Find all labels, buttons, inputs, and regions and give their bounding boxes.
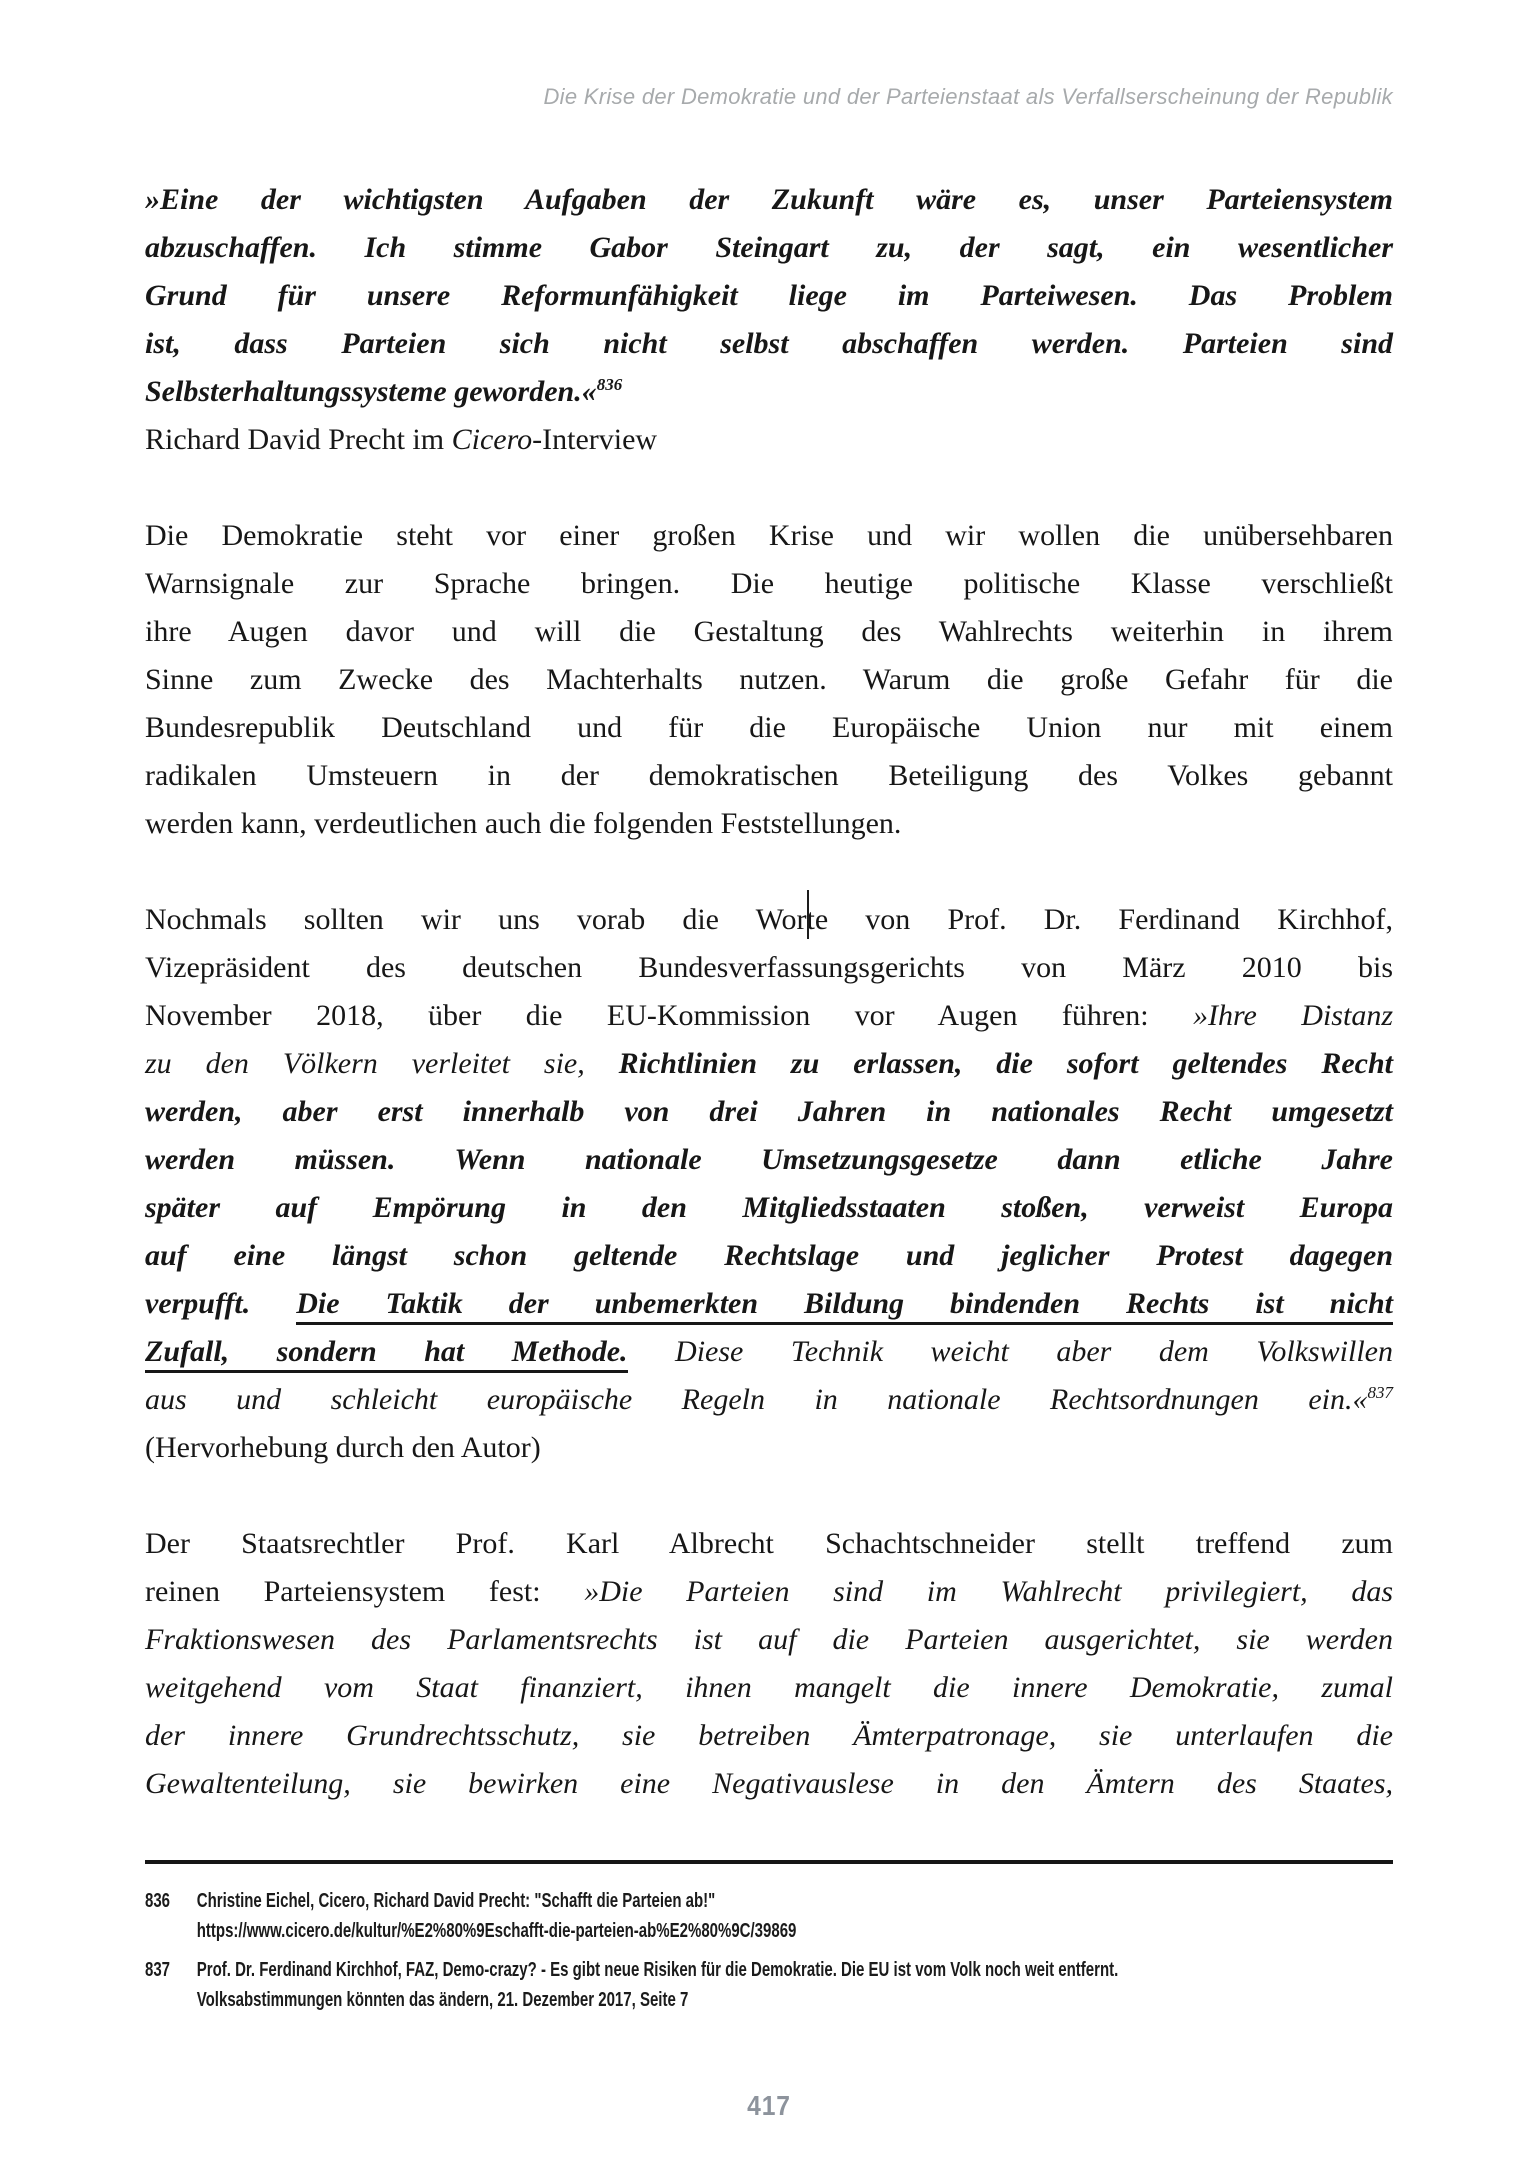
intro-paragraph bbox=[145, 512, 1393, 848]
footnote-text bbox=[197, 1886, 1393, 1946]
text-run: später auf Empörung in den Mitgliedsstaaten stoßen, verweist Europa bbox=[145, 1191, 1393, 1224]
text-line bbox=[145, 656, 1393, 704]
text-run: verpufft. bbox=[145, 1287, 297, 1320]
text-run: Cicero bbox=[451, 423, 533, 456]
footnote-number: 836 bbox=[145, 1890, 171, 1912]
text-run: ihre Augen davor und will die Gestaltung des Wahlrechts weiterhin in ihrem bbox=[145, 615, 1393, 648]
running-header-text: Die Krise der Demokratie und der Parteienstaat als Verfallserscheinung der Republik bbox=[543, 84, 1393, 109]
text-line bbox=[145, 1760, 1393, 1808]
text-line bbox=[145, 512, 1393, 560]
text-run: Sinne zum Zwecke des Machterhalts nutzen. Warum die große Gefahr für die bbox=[145, 663, 1393, 696]
footnote-divider bbox=[145, 1860, 1393, 1864]
text-run: Bundesrepublik Deutschland und für die Europäische Union nur mit einem bbox=[145, 711, 1393, 744]
page-number: 417 bbox=[747, 2090, 791, 2121]
text-line bbox=[145, 1424, 1393, 1472]
text-line bbox=[145, 176, 1393, 224]
text-line bbox=[145, 1040, 1393, 1088]
text-run: Die Taktik der unbemerkten Bildung bindenden Rechts ist nicht bbox=[296, 1287, 1393, 1325]
text-line bbox=[145, 704, 1393, 752]
text-run: Nochmals sollten wir uns vorab die Wor bbox=[145, 903, 807, 936]
text-run: aus und schleicht europäische Regeln in nationale Rechtsordnungen ein.« bbox=[145, 1383, 1368, 1416]
running-header bbox=[145, 84, 1393, 110]
schachtschneider-paragraph bbox=[145, 1520, 1393, 1808]
footnote-line: Prof. Dr. Ferdinand Kirchhof, FAZ, Demo-crazy? - Es gibt neue Risiken für die Demokratie. Die EU ist vom Volk noch weit entfernt. bbox=[196, 1959, 1119, 1981]
text-line bbox=[145, 1664, 1393, 1712]
text-run: »Die Parteien sind im Wahlrecht privilegiert, das bbox=[584, 1575, 1394, 1608]
text-run: Der Staatsrechtler Prof. Karl Albrecht Schachtschneider stellt treffend zum bbox=[145, 1527, 1393, 1560]
text-line bbox=[145, 1616, 1393, 1664]
text-run: werden müssen. Wenn nationale Umsetzungsgesetze dann etliche Jahre bbox=[145, 1143, 1393, 1176]
text-run: »Ihre Distanz bbox=[1192, 999, 1393, 1032]
text-run: te von Prof. Dr. Ferdinand Kirchhof, bbox=[806, 903, 1393, 936]
text-line bbox=[145, 272, 1393, 320]
footnote-line: https://www.cicero.de/kultur/%E2%80%9Eschafft-die-parteien-ab%E2%80%9C/39869 bbox=[196, 1920, 797, 1942]
text-run: werden kann, verdeutlichen auch die folgenden Feststellungen. bbox=[145, 807, 902, 840]
footnote bbox=[145, 1886, 1393, 1946]
footnote bbox=[145, 1955, 1393, 2015]
text-line bbox=[145, 368, 1393, 416]
text-run: Richtlinien zu erlassen, die sofort geltendes Recht bbox=[618, 1047, 1393, 1080]
text-run: ist, dass Parteien sich nicht selbst abschaffen werden. Parteien sind bbox=[145, 327, 1393, 360]
text-run: (Hervorhebung durch den Autor) bbox=[145, 1431, 541, 1464]
text-run: Fraktionswesen des Parlamentsrechts ist auf die Parteien ausgerichtet, sie werden bbox=[145, 1623, 1393, 1656]
text-run: Vizepräsident des deutschen Bundesverfassungsgerichts von März 2010 bis bbox=[145, 951, 1393, 984]
text-run: Warnsignale zur Sprache bringen. Die heutige politische Klasse verschließt bbox=[145, 567, 1393, 600]
text-run: Die Demokratie steht vor einer großen Krise und wir wollen die unübersehbaren bbox=[145, 519, 1393, 552]
text-run: Richard David Precht im bbox=[145, 423, 452, 456]
text-line bbox=[145, 224, 1393, 272]
text-line bbox=[145, 896, 1393, 944]
text-line bbox=[145, 800, 1393, 848]
text-run: -Interview bbox=[532, 423, 658, 456]
text-run: Selbsterhaltungssysteme geworden.« bbox=[145, 375, 597, 408]
text-run: weitgehend vom Staat finanziert, ihnen mangelt die innere Demokratie, zumal bbox=[145, 1671, 1393, 1704]
text-line bbox=[145, 752, 1393, 800]
text-line bbox=[145, 320, 1393, 368]
text-line bbox=[145, 1712, 1393, 1760]
text-run: November 2018, über die EU-Kommission vor Augen führen: bbox=[145, 999, 1193, 1032]
text-line bbox=[145, 608, 1393, 656]
text-run: abzuschaffen. Ich stimme Gabor Steingart zu, der sagt, ein wesentlicher bbox=[145, 231, 1393, 264]
footnote-line: Christine Eichel, Cicero, Richard David Precht: "Schafft die Parteien ab!" bbox=[196, 1890, 716, 1912]
text-run: reinen Parteiensystem fest: bbox=[145, 1575, 585, 1608]
precht-quote-paragraph bbox=[145, 176, 1393, 416]
text-run: Grund für unsere Reformunfähigkeit liege im Parteiwesen. Das Problem bbox=[145, 279, 1393, 312]
text-run: Diese Technik weicht aber dem Volkswillen bbox=[675, 1335, 1393, 1368]
text-line bbox=[145, 1088, 1393, 1136]
text-line bbox=[145, 1328, 1393, 1376]
footnote-line: Volksabstimmungen könnten das ändern, 21. Dezember 2017, Seite 7 bbox=[196, 1989, 689, 2011]
text-run bbox=[628, 1335, 676, 1368]
attribution-line bbox=[145, 416, 1393, 464]
footnotes bbox=[145, 1886, 1393, 2024]
text-line bbox=[145, 1376, 1393, 1424]
text-run: auf eine längst schon geltende Rechtslage und jeglicher Protest dagegen bbox=[145, 1239, 1393, 1272]
text-line bbox=[145, 944, 1393, 992]
text-line bbox=[145, 992, 1393, 1040]
text-run: »Eine der wichtigsten Aufgaben der Zukunft wäre es, unser Parteiensystem bbox=[145, 183, 1393, 216]
text-run: zu den Völkern verleitet sie, bbox=[145, 1047, 619, 1080]
footnote-text bbox=[197, 1955, 1393, 2015]
text-run: Zufall, sondern hat Methode. bbox=[145, 1335, 628, 1373]
text-line bbox=[145, 1568, 1393, 1616]
text-line bbox=[145, 1184, 1393, 1232]
text-body[interactable] bbox=[145, 176, 1393, 1808]
text-line bbox=[145, 1232, 1393, 1280]
text-run: werden, aber erst innerhalb von drei Jahren in nationales Recht umgesetzt bbox=[145, 1095, 1393, 1128]
text-run: Gewaltenteilung, sie bewirken eine Negativauslese in den Ämtern des Staates, bbox=[145, 1767, 1393, 1800]
text-run: 837 bbox=[1367, 1383, 1393, 1402]
text-line bbox=[145, 1136, 1393, 1184]
text-line bbox=[145, 1520, 1393, 1568]
text-run: der innere Grundrechtsschutz, sie betreiben Ämterpatronage, sie unterlaufen die bbox=[145, 1719, 1393, 1752]
text-line bbox=[145, 1280, 1393, 1328]
text-run: radikalen Umsteuern in der demokratischen Beteiligung des Volkes gebannt bbox=[145, 759, 1393, 792]
text-line bbox=[145, 416, 1393, 464]
kirchhof-paragraph bbox=[145, 896, 1393, 1472]
footnote-number: 837 bbox=[145, 1959, 171, 1981]
text-run: 836 bbox=[596, 375, 623, 394]
text-line bbox=[145, 560, 1393, 608]
